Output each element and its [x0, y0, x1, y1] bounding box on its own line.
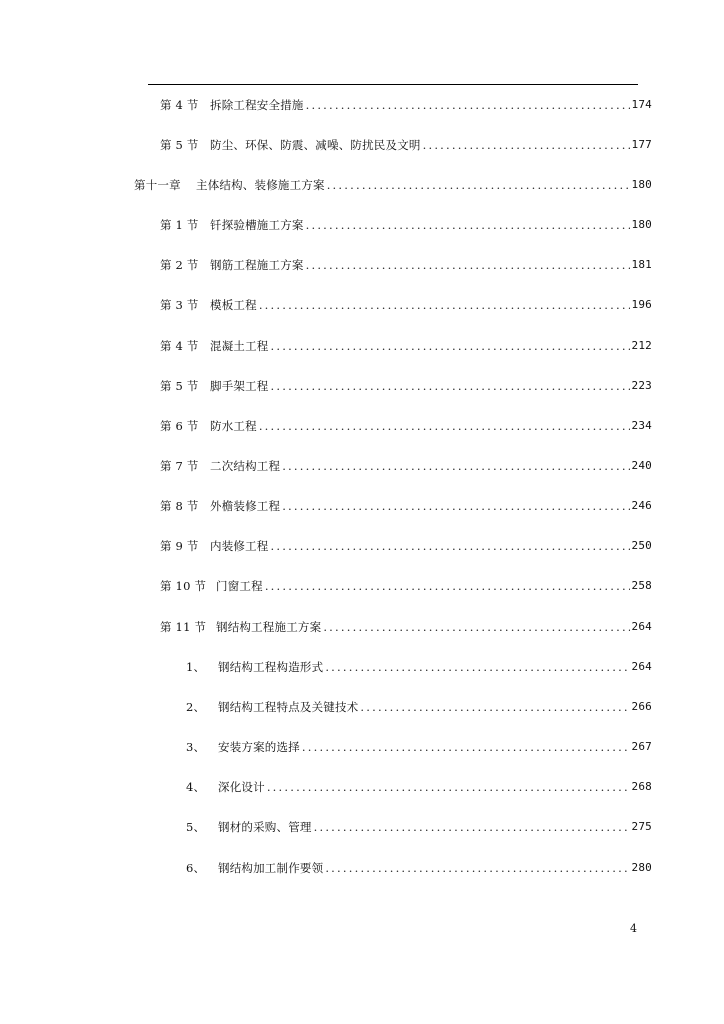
- toc-entry-title: 拆除工程安全措施: [210, 98, 304, 112]
- toc-leader-dots: [323, 619, 629, 635]
- toc-leader-dots: [259, 297, 630, 313]
- toc-entry-title: 钢材的采购、管理: [218, 820, 312, 834]
- toc-leader-dots: [267, 779, 630, 795]
- toc-leader-dots: [259, 418, 630, 434]
- toc-leader-dots: [325, 860, 629, 876]
- toc-entry[interactable]: [160, 137, 652, 153]
- toc-entry-title: 模板工程: [210, 298, 257, 312]
- toc-entry-page: 177: [631, 138, 652, 151]
- toc-leader-dots: [423, 137, 630, 153]
- header-rule: [148, 84, 638, 85]
- page-number: 4: [630, 922, 637, 935]
- toc-entry[interactable]: [160, 297, 652, 313]
- toc-entry-title: 钢结构工程构造形式: [218, 660, 324, 674]
- toc-entry[interactable]: [160, 378, 652, 394]
- toc-entry-number: 第十一章: [134, 178, 181, 192]
- toc-entry-number: 第 4 节: [160, 339, 199, 353]
- toc-entry-title: 混凝土工程: [210, 339, 269, 353]
- toc-entry-title: 门窗工程: [216, 579, 263, 593]
- toc-entry-number: 第 8 节: [160, 499, 199, 513]
- toc-entry[interactable]: [160, 418, 652, 434]
- toc-leader-dots: [271, 378, 630, 394]
- toc-entry-number: 第 2 节: [160, 258, 199, 272]
- toc-entry[interactable]: [160, 338, 652, 354]
- toc-entry[interactable]: [160, 257, 652, 273]
- toc-leader-dots: [302, 739, 630, 755]
- toc-leader-dots: [327, 177, 630, 193]
- toc-entry-number: 第 9 节: [160, 539, 199, 553]
- toc-entry-number: 第 5 节: [160, 138, 199, 152]
- toc-subentry[interactable]: [186, 739, 652, 755]
- toc-entry-page: 267: [631, 740, 652, 753]
- toc-leader-dots: [265, 578, 630, 594]
- toc-entry-page: 258: [631, 579, 652, 592]
- toc-entry-title: 安装方案的选择: [218, 740, 300, 754]
- toc-entry-page: 240: [631, 459, 652, 472]
- toc-entry[interactable]: [160, 619, 652, 635]
- toc-entry-number: 6、: [186, 861, 206, 875]
- toc-entry-page: 268: [631, 780, 652, 793]
- toc-entry-number: 5、: [186, 820, 206, 834]
- toc-entry[interactable]: [160, 498, 652, 514]
- toc-leader-dots: [271, 338, 630, 354]
- toc-subentry[interactable]: [186, 779, 652, 795]
- toc-entry-page: 212: [631, 339, 652, 352]
- toc-entry-page: 223: [631, 379, 652, 392]
- toc-entry-number: 第 10 节: [160, 579, 207, 593]
- toc-entry-title: 钎探验槽施工方案: [210, 218, 304, 232]
- toc-subentry[interactable]: [186, 659, 652, 675]
- toc-leader-dots: [360, 699, 629, 715]
- toc-entry-title: 钢筋工程施工方案: [210, 258, 304, 272]
- toc-entry-page: 196: [631, 298, 652, 311]
- toc-entry-title: 防水工程: [210, 419, 257, 433]
- toc-entry-number: 第 6 节: [160, 419, 199, 433]
- toc-entry-number: 第 1 节: [160, 218, 199, 232]
- toc-entry-number: 第 11 节: [160, 620, 207, 634]
- toc-entry[interactable]: [160, 458, 652, 474]
- toc-leader-dots: [325, 659, 629, 675]
- toc-entry-page: 264: [631, 660, 652, 673]
- toc-entry-page: 181: [631, 258, 652, 271]
- toc-leader-dots: [306, 257, 630, 273]
- toc-entry-page: 275: [631, 820, 652, 833]
- toc-subentry[interactable]: [186, 699, 652, 715]
- toc-entry-number: 1、: [186, 660, 206, 674]
- toc-leader-dots: [282, 498, 629, 514]
- toc-entry-number: 3、: [186, 740, 206, 754]
- toc-entry-page: 180: [631, 178, 652, 191]
- toc-leader-dots: [306, 217, 630, 233]
- toc-entry-page: 234: [631, 419, 652, 432]
- toc-chapter-entry[interactable]: [134, 177, 652, 193]
- toc-leader-dots: [314, 819, 630, 835]
- toc-entry[interactable]: [160, 578, 652, 594]
- toc-leader-dots: [306, 97, 630, 113]
- toc-entry-page: 266: [631, 700, 652, 713]
- toc-leader-dots: [282, 458, 629, 474]
- toc-entry-title: 钢结构加工制作要领: [218, 861, 324, 875]
- toc-entry-number: 第 5 节: [160, 379, 199, 393]
- toc-entry-page: 246: [631, 499, 652, 512]
- toc-entry-title: 钢结构工程特点及关键技术: [218, 700, 359, 714]
- toc-subentry[interactable]: [186, 860, 652, 876]
- toc-entry-page: 250: [631, 539, 652, 552]
- toc-entry-title: 内装修工程: [210, 539, 269, 553]
- toc-entry-title: 防尘、环保、防震、减噪、防扰民及文明: [210, 138, 421, 152]
- toc-subentry[interactable]: [186, 819, 652, 835]
- toc-entry-page: 264: [631, 620, 652, 633]
- toc-entry-page: 174: [631, 98, 652, 111]
- toc-entry-number: 第 7 节: [160, 459, 199, 473]
- toc-entry-title: 二次结构工程: [210, 459, 281, 473]
- toc-entry[interactable]: [160, 97, 652, 113]
- toc-entry-title: 脚手架工程: [210, 379, 269, 393]
- toc-entry-title: 外檐装修工程: [210, 499, 281, 513]
- toc-entry-number: 4、: [186, 780, 206, 794]
- toc-entry-number: 2、: [186, 700, 206, 714]
- toc-entry-title: 深化设计: [218, 780, 265, 794]
- toc-entry-number: 第 3 节: [160, 298, 199, 312]
- toc-entry-title: 主体结构、装修施工方案: [196, 178, 325, 192]
- toc-entry-page: 280: [631, 861, 652, 874]
- toc-entry[interactable]: [160, 538, 652, 554]
- toc-entry-page: 180: [631, 218, 652, 231]
- toc-entry-title: 钢结构工程施工方案: [216, 620, 322, 634]
- toc-leader-dots: [271, 538, 630, 554]
- toc-entry[interactable]: [160, 217, 652, 233]
- toc-entry-number: 第 4 节: [160, 98, 199, 112]
